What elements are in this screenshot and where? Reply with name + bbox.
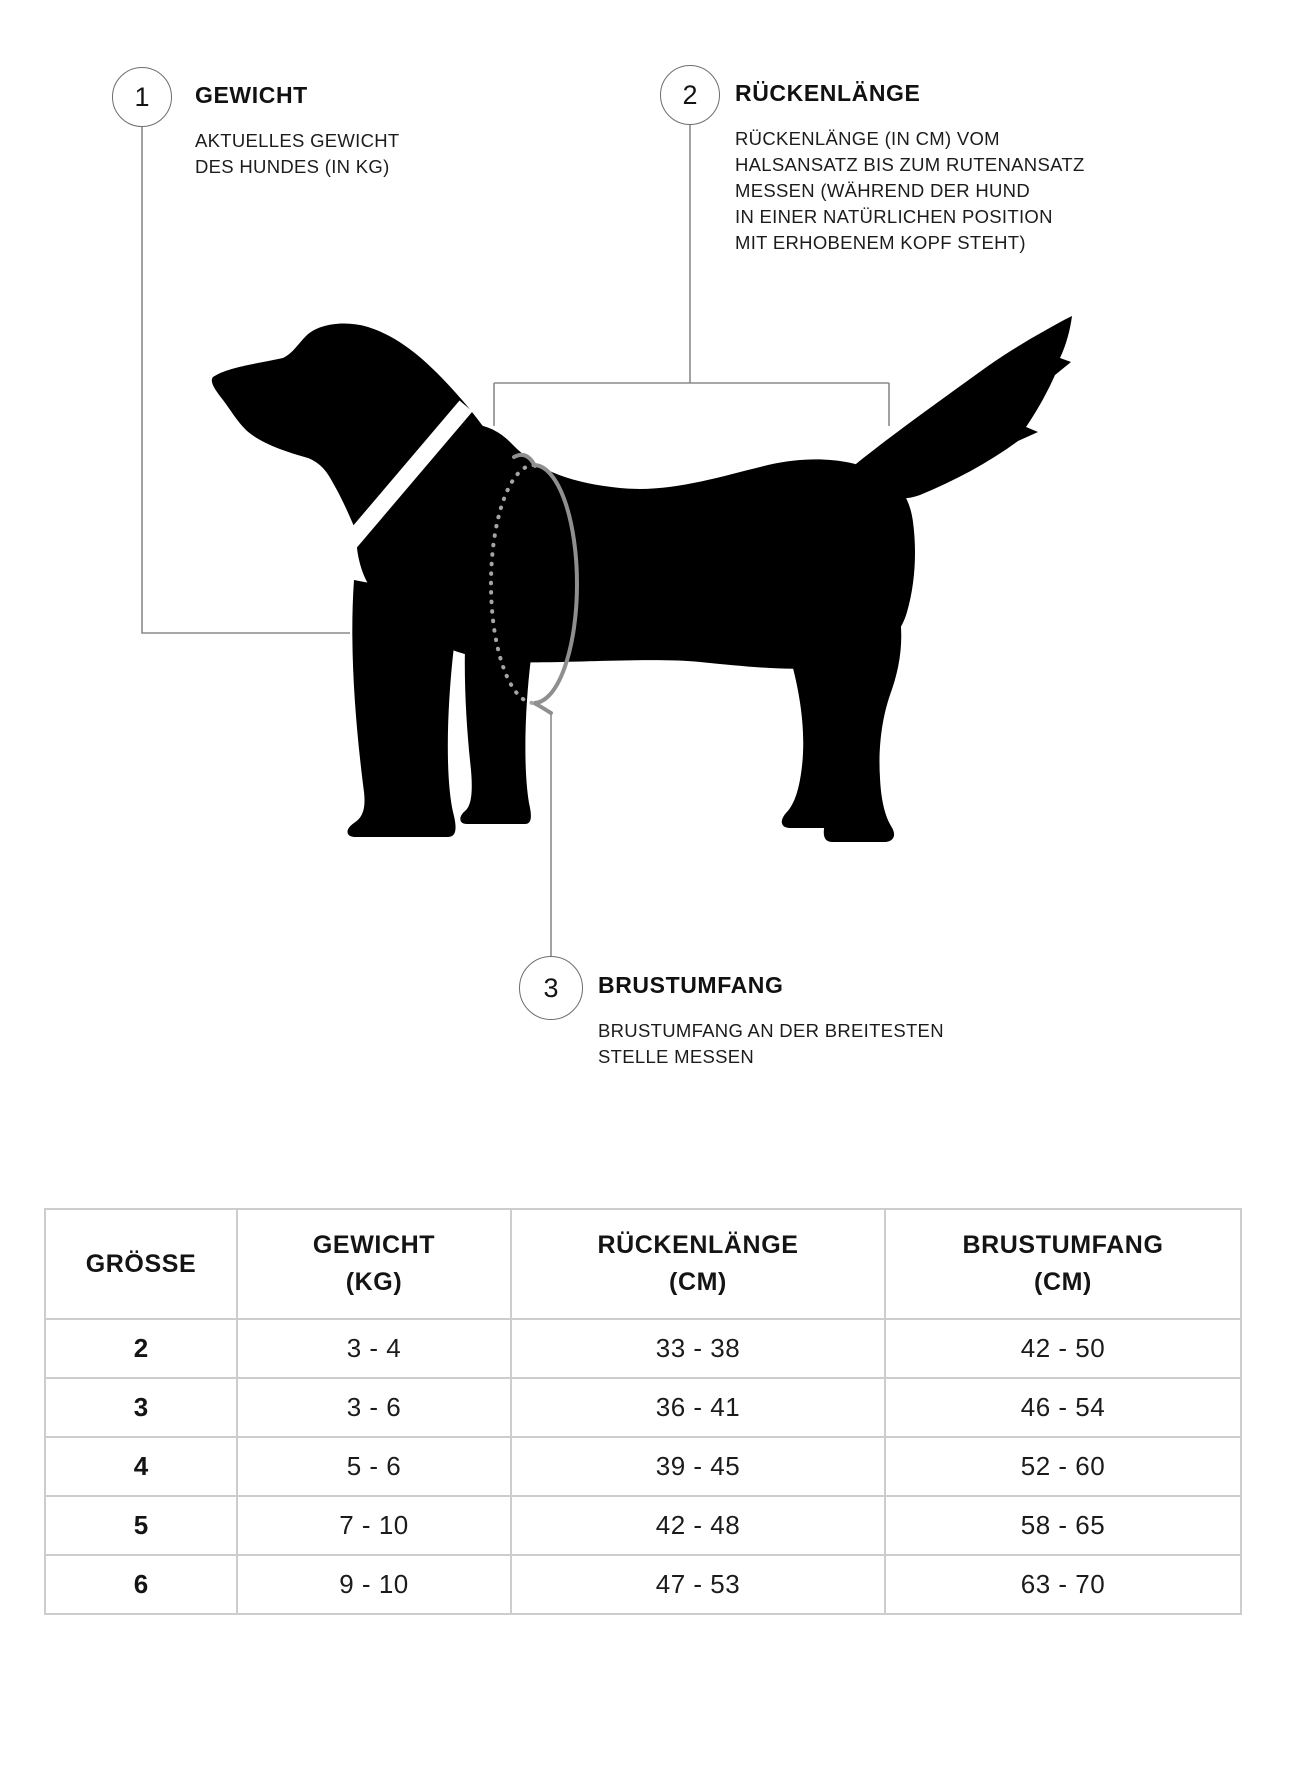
header-unit: (CM) <box>1034 1268 1092 1296</box>
cell-weight: 7 - 10 <box>236 1497 510 1554</box>
cell-size: 3 <box>133 1392 149 1422</box>
annotation-desc-line: STELLE MESSEN <box>598 1046 755 1067</box>
cell-weight: 5 - 6 <box>236 1438 510 1495</box>
back-length-bracket <box>494 383 889 426</box>
table-row <box>46 1318 1240 1377</box>
header-cell-weight <box>236 1210 510 1318</box>
annotation-number: 3 <box>543 972 559 1003</box>
table-row <box>46 1554 1240 1613</box>
cell-weight: 9 - 10 <box>236 1556 510 1613</box>
header-unit: (KG) <box>345 1268 403 1296</box>
annotation-number: 2 <box>682 79 698 110</box>
annotation-circle-3 <box>519 956 583 1020</box>
dog-tail <box>855 316 1072 498</box>
annotation-desc-weight <box>195 128 400 180</box>
annotation-title-chest: BRUSTUMFANG <box>598 972 784 998</box>
header-label: GEWICHT <box>312 1231 436 1259</box>
cell-size: 4 <box>133 1451 149 1481</box>
header-label: RÜCKENLÄNGE <box>597 1231 799 1259</box>
annotation-desc-line: BRUSTUMFANG AN DER BREITESTEN <box>598 1020 944 1041</box>
annotation-number: 1 <box>134 81 150 112</box>
table-row <box>46 1436 1240 1495</box>
cell-weight: 3 - 4 <box>236 1320 510 1377</box>
annotation-desc-back-length <box>735 126 1085 256</box>
dog-front-near-leg <box>347 580 459 837</box>
dog-silhouette <box>212 316 1072 842</box>
table-row <box>46 1495 1240 1554</box>
header-label: GRÖSSE <box>85 1249 197 1278</box>
cell-chest: 58 - 65 <box>884 1497 1240 1554</box>
annotation-title-weight: GEWICHT <box>195 82 308 108</box>
cell-back-length: 33 - 38 <box>510 1320 884 1377</box>
annotation-desc-line: MIT ERHOBENEM KOPF STEHT) <box>735 232 1026 253</box>
table-row <box>46 1377 1240 1436</box>
annotation-desc-line: IN EINER NATÜRLICHEN POSITION <box>735 206 1053 227</box>
cell-back-length: 36 - 41 <box>510 1379 884 1436</box>
header-cell-back-length <box>510 1210 884 1318</box>
annotation-circle-2 <box>660 65 720 125</box>
cell-back-length: 47 - 53 <box>510 1556 884 1613</box>
annotation-circle-1 <box>112 67 172 127</box>
cell-chest: 63 - 70 <box>884 1556 1240 1613</box>
cell-chest: 46 - 54 <box>884 1379 1240 1436</box>
cell-size: 5 <box>133 1510 149 1540</box>
annotation-desc-line: HALSANSATZ BIS ZUM RUTENANSATZ <box>735 154 1085 175</box>
annotation-desc-chest <box>598 1018 944 1070</box>
table-header-row <box>46 1210 1240 1318</box>
header-label: BRUSTUMFANG <box>962 1231 1164 1259</box>
annotation-desc-line: AKTUELLES GEWICHT <box>195 130 400 151</box>
header-cell-chest <box>884 1210 1240 1318</box>
cell-chest: 42 - 50 <box>884 1320 1240 1377</box>
cell-size: 2 <box>133 1333 149 1363</box>
cell-chest: 52 - 60 <box>884 1438 1240 1495</box>
header-unit: (CM) <box>669 1268 727 1296</box>
annotation-desc-line: DES HUNDES (IN KG) <box>195 156 390 177</box>
header-cell-size <box>46 1210 236 1318</box>
annotation-desc-line: MESSEN (WÄHREND DER HUND <box>735 180 1030 201</box>
cell-back-length: 42 - 48 <box>510 1497 884 1554</box>
cell-size: 6 <box>133 1569 149 1599</box>
cell-weight: 3 - 6 <box>236 1379 510 1436</box>
annotation-title-back-length: RÜCKENLÄNGE <box>735 80 921 106</box>
cell-back-length: 39 - 45 <box>510 1438 884 1495</box>
size-table <box>44 1208 1242 1615</box>
annotation-desc-line: RÜCKENLÄNGE (IN CM) VOM <box>735 128 1000 149</box>
